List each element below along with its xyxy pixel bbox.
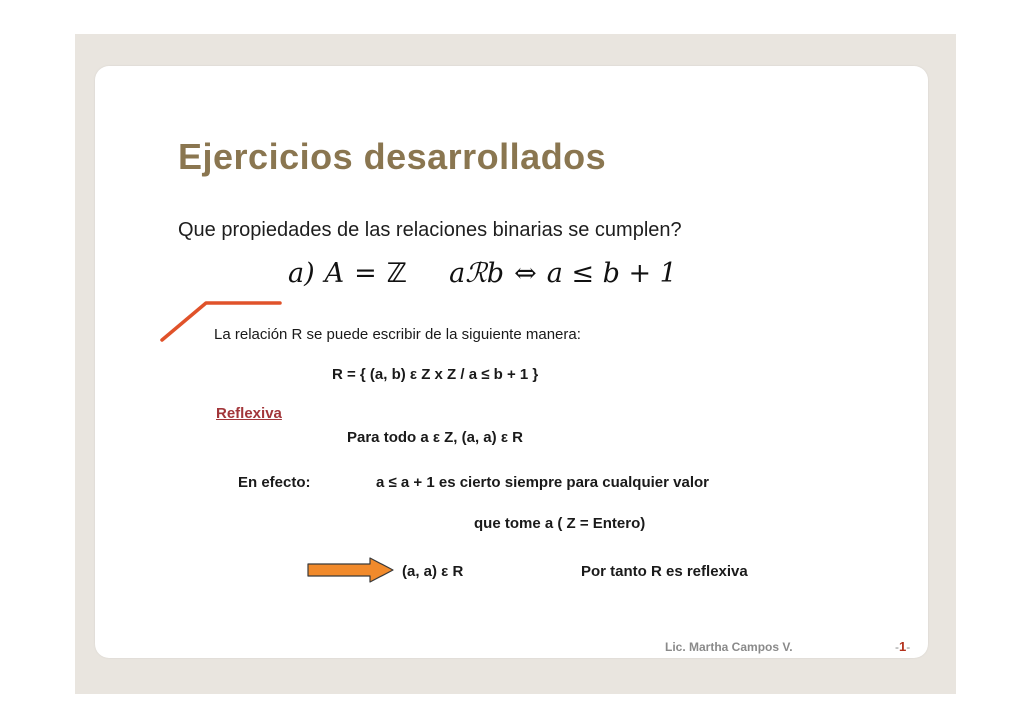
question-text: Que propiedades de las relaciones binarias se cumplen? [178, 219, 682, 241]
reflexiva-link[interactable]: Reflexiva [216, 405, 282, 422]
formula-equals: = [354, 258, 377, 289]
proof-label: En efecto: [238, 474, 311, 491]
arrow-right-icon [306, 557, 396, 583]
page-prefix: - [895, 640, 899, 654]
relation-definition: R = { (a, b) ε Z x Z / a ≤ b + 1 } [332, 366, 539, 383]
formula-label: a) [288, 258, 315, 289]
conclusion-text: Por tanto R es reflexiva [581, 563, 748, 580]
page-number-value: 1 [899, 639, 907, 654]
proof-line-1: a ≤ a + 1 es cierto siempre para cualquier valor [376, 474, 709, 491]
formula-iff: ⇔ [514, 258, 537, 289]
page-number [895, 639, 910, 654]
slide-title: Ejercicios desarrollados [178, 136, 607, 177]
reflexive-definition: Para todo a ε Z, (a, a) ε R [347, 429, 523, 446]
formula-set-lhs: A [324, 258, 345, 289]
formula [288, 258, 677, 289]
formula-relation: aℛb [449, 258, 505, 289]
relation-intro: La relación R se puede escribir de la siguiente manera: [214, 326, 581, 343]
result-member: (a, a) ε R [402, 563, 464, 580]
proof-line-2: que tome a ( Z = Entero) [474, 515, 646, 532]
formula-set-rhs: ℤ [386, 258, 408, 289]
page-suffix: - [906, 640, 911, 654]
formula-rhs: a ≤ b + 1 [546, 258, 677, 289]
footer-author: Lic. Martha Campos V. [665, 640, 793, 654]
